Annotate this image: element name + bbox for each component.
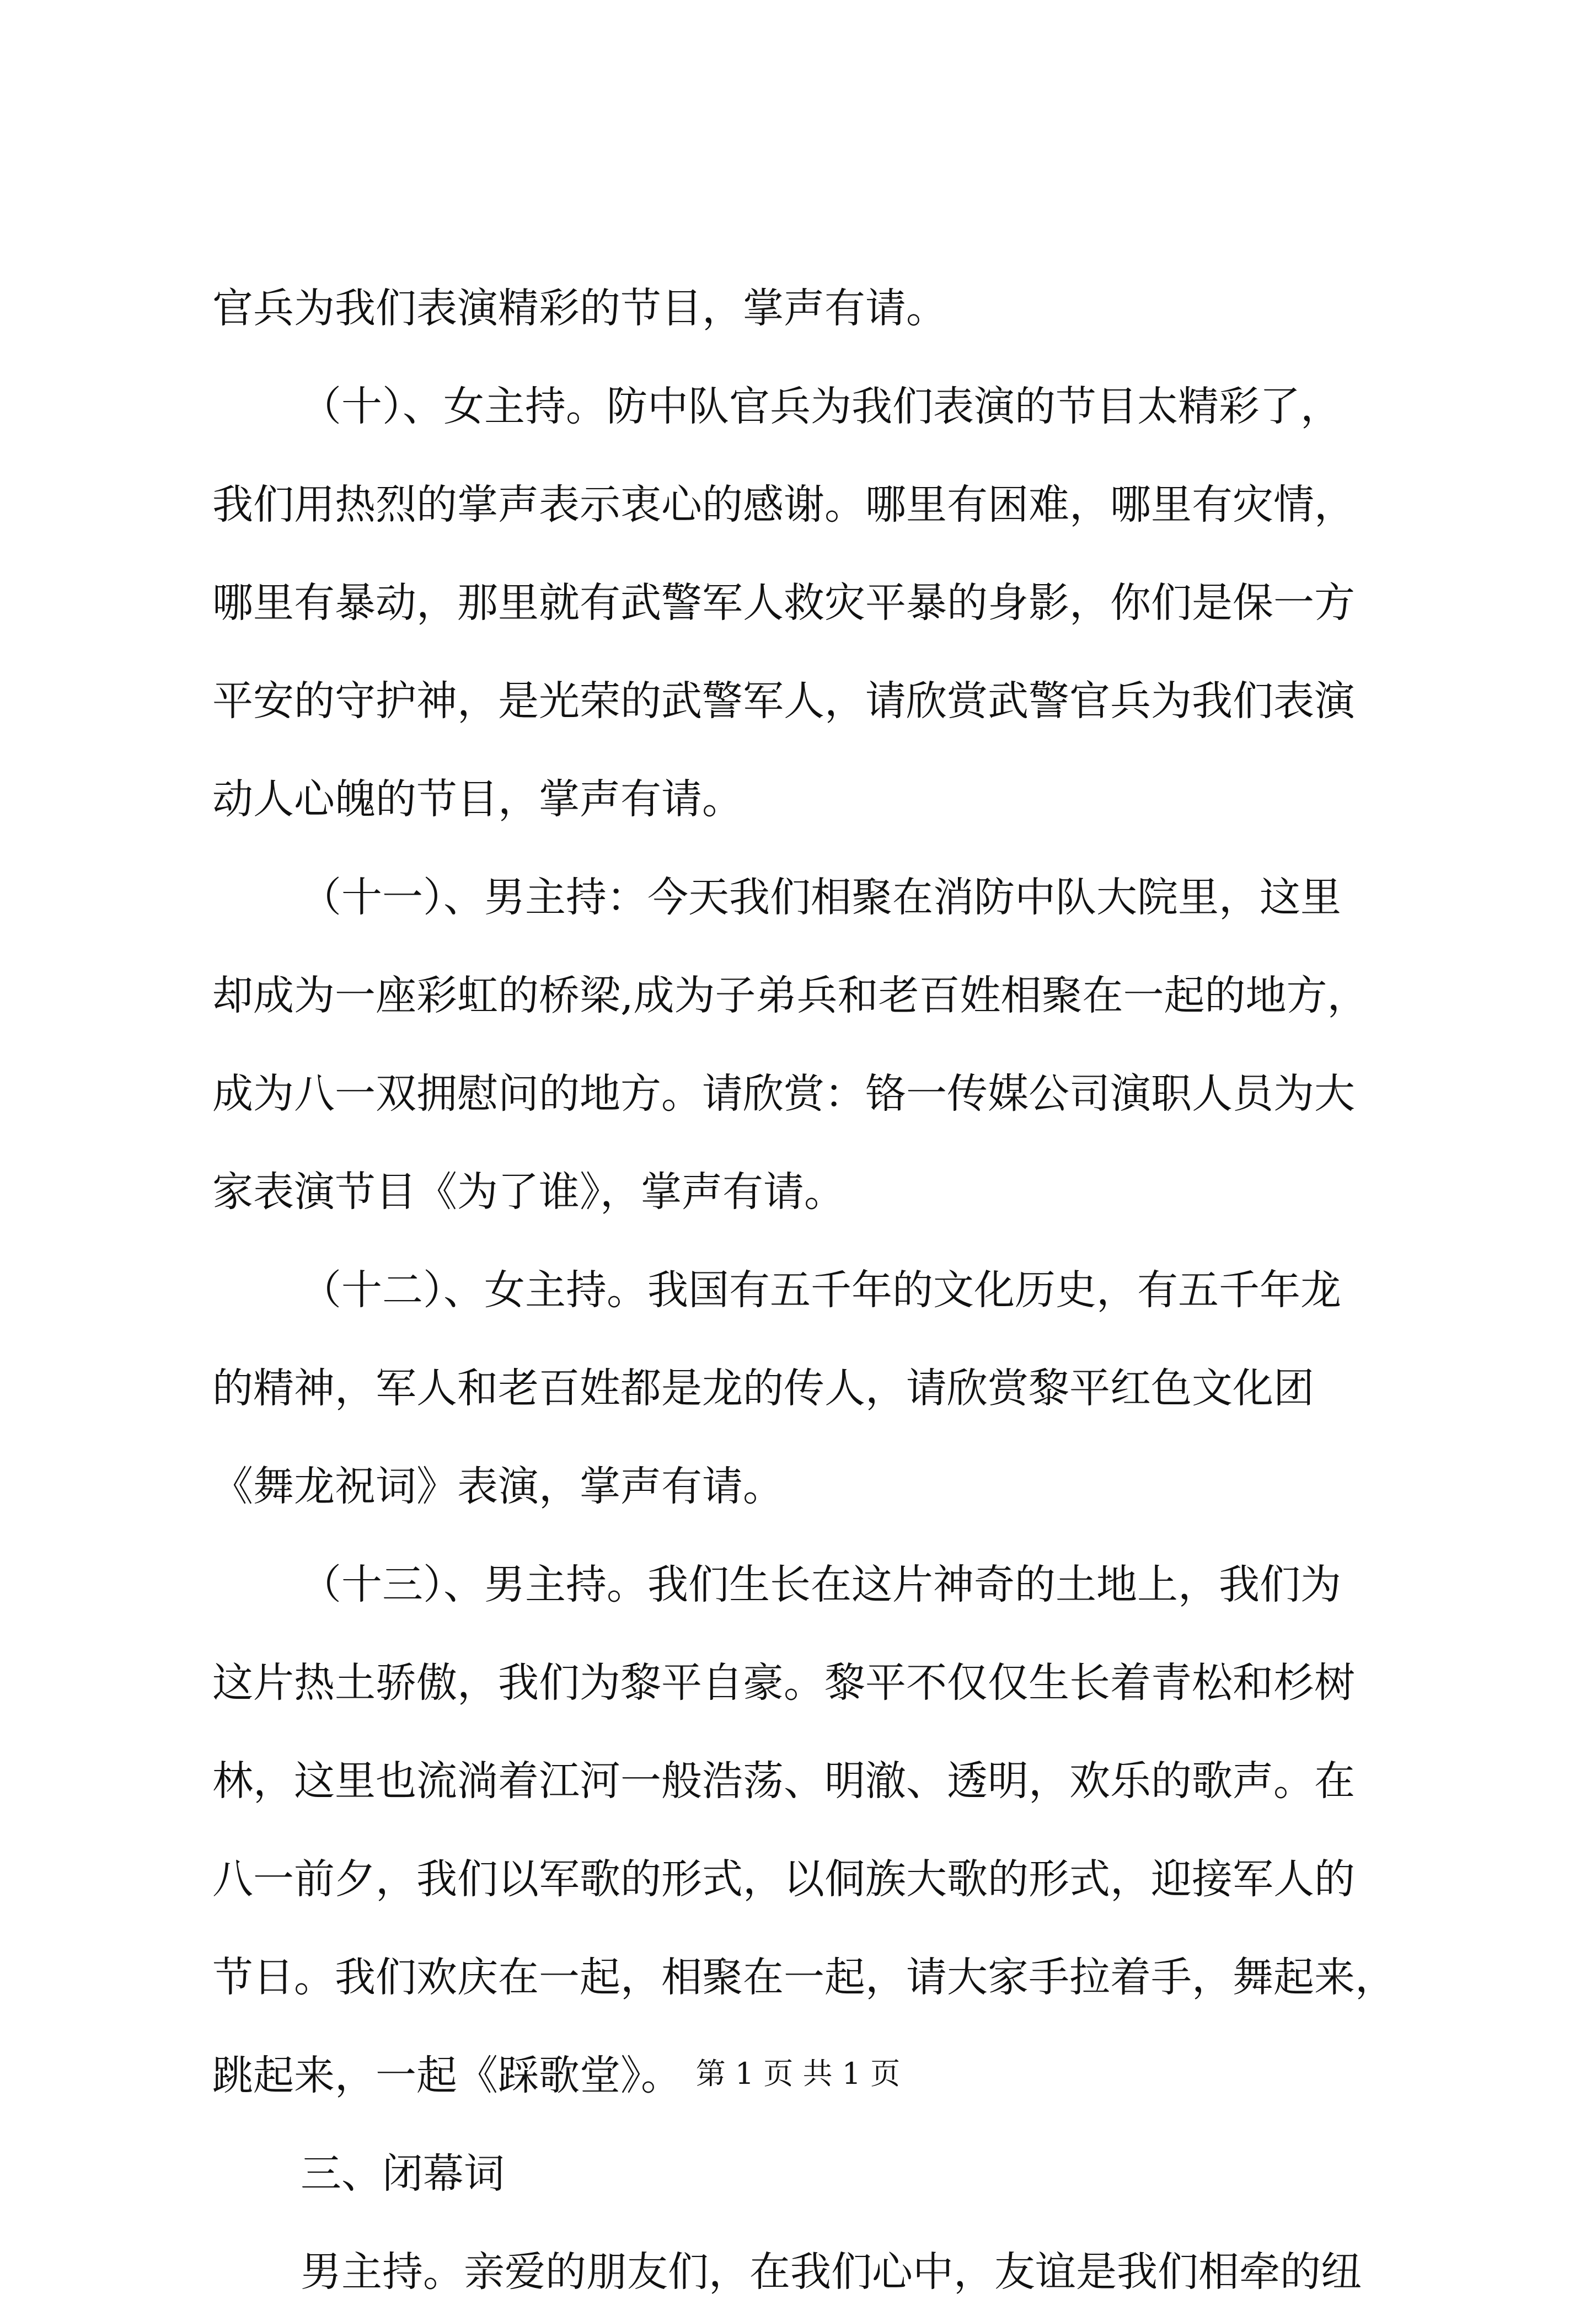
text-line: 成为八一双拥慰问的地方。请欣赏：铬一传媒公司演职人员为大 [212,1070,1355,1117]
text-line: 平安的守护神，是光荣的武警军人，请欣赏武警官兵为我们表演 [212,677,1355,725]
text-line: 哪里有暴动，那里就有武警军人救灾平暴的身影，你们是保一方 [212,579,1355,627]
text-line: （十二）、女主持。我国有五千年的文化历史，有五千年龙 [301,1266,1341,1314]
text-line: （十）、女主持。防中队官兵为我们表演的节目太精彩了， [301,383,1341,430]
text-line: 官兵为我们表演精彩的节目，掌声有请。 [212,285,947,332]
text-line: 跳起来，一起《踩歌堂》。 [212,2052,682,2099]
text-line: （十一）、男主持：今天我们相聚在消防中队大院里，这里 [301,874,1341,921]
text-line: 的精神，军人和老百姓都是龙的传人，请欣赏黎平红色文化团 [212,1365,1314,1412]
document-body [212,259,1426,2321]
text-line: 《舞龙祝词》表演，掌声有请。 [212,1463,784,1510]
text-line: 八一前夕，我们以军歌的形式，以侗族大歌的形式，迎接军人的 [212,1855,1355,1903]
page-number-label: 第 1 页 共 1 页 [695,2056,901,2091]
page-footer [0,2052,1596,2096]
section-heading: 三、闭幕词 [301,2150,505,2197]
text-line: 我们用热烈的掌声表示衷心的感谢。哪里有困难，哪里有灾情， [212,481,1355,528]
text-line: 动人心魄的节目，掌声有请。 [212,776,743,823]
text-line: 却成为一座彩虹的桥梁,成为子弟兵和老百姓相聚在一起的地方， [212,972,1368,1019]
text-line: 男主持。亲爱的朋友们，在我们心中，友谊是我们相牵的纽 [301,2248,1362,2296]
text-line: 这片热土骄傲，我们为黎平自豪。黎平不仅仅生长着青松和杉树 [212,1659,1355,1707]
text-line: 林，这里也流淌着江河一般浩荡、明澈、透明，欢乐的歌声。在 [212,1757,1355,1805]
text-line: （十三）、男主持。我们生长在这片神奇的土地上，我们为 [301,1561,1341,1608]
text-line: 节日。我们欢庆在一起，相聚在一起，请大家手拉着手，舞起来， [212,1954,1396,2001]
text-line: 家表演节目《为了谁》，掌声有请。 [212,1168,845,1216]
